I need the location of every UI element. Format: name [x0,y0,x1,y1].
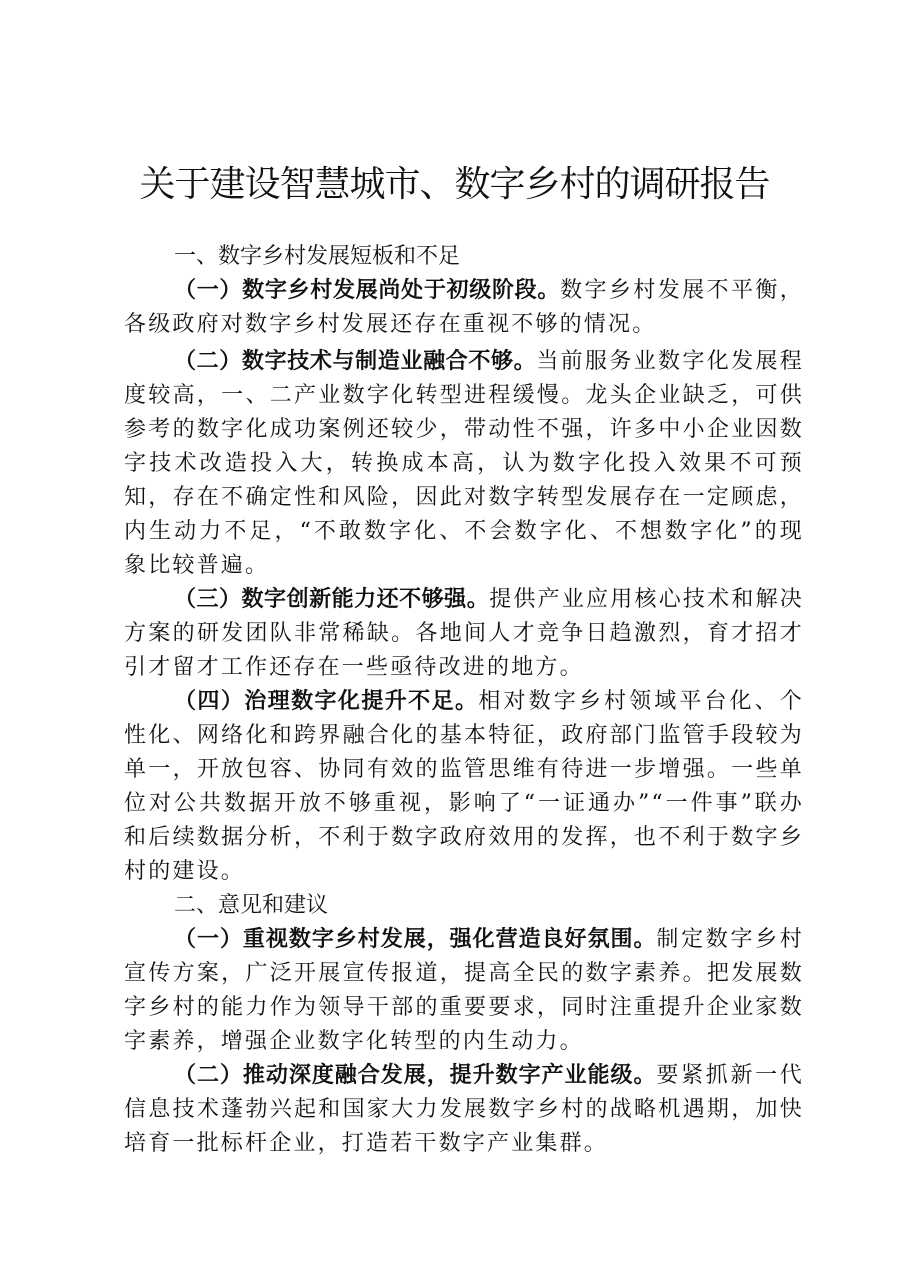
paragraph [124,1059,804,1161]
paragraph-text: 数字乡村发展不平衡，各级政府对数字乡村发展还存在重视不够的情况。 [124,278,804,337]
paragraph-lead: （二）推动深度融合发展，提升数字产业能级。 [174,1063,657,1088]
paragraph [124,345,804,583]
paragraph [124,274,804,342]
paragraph-text: 相对数字乡村领域平台化、个性化、网络化和跨界融合化的基本特征，政府部门监管手段较为单一，开放包容、协同有效的监管思维有待进一步增强。一些单位对公共数据开放不够重视，影响了“一证通办”“一件事”联办和后续数据分析，不利于数字政府效用的发挥，也不利于数字乡村的建设。 [124,689,804,884]
paragraph-text: 制定数字乡村宣传方案，广泛开展宣传报道，提高全民的数字素养。把发展数字乡村的能力作为领导干部的重要要求，同时注重提升企业家数字素养，增强企业数字化转型的内生动力。 [124,927,804,1054]
section-heading-1: 一、数字乡村发展短板和不足 [174,244,461,269]
paragraph [124,685,804,889]
paragraph-lead: （一）数字乡村发展尚处于初级阶段。 [174,278,561,303]
paragraph-lead: （三）数字创新能力还不够强。 [174,587,490,612]
section-heading-2: 二、意见和建议 [174,893,329,918]
paragraph-text: 要紧抓新一代信息技术蓬勃兴起和国家大力发展数字乡村的战略机遇期，加快培育一批标杆企业，打造若干数字产业集群。 [124,1063,804,1156]
paragraph-lead: （二）数字技术与制造业融合不够。 [174,349,537,374]
paragraph-text: 当前服务业数字化发展程度较高，一、二产业数字化转型进程缓慢。龙头企业缺乏，可供参考的数字化成功案例还较少，带动性不强，许多中小企业因数字技术改造投入大，转换成本高，认为数字化投入效果不可预知，存在不确定性和风险，因此对数字转型发展存在一定顾虑，内生动力不足，“不敢数字化、不会数字化、不想数字化”的现象比较普遍。 [124,349,804,578]
paragraph [124,583,804,685]
page-title: 关于建设智慧城市、数字乡村的调研报告 [139,164,770,205]
paragraph [124,923,804,1059]
paragraph-lead: （一）重视数字乡村发展，强化营造良好氛围。 [174,927,657,952]
paragraph-lead: （四）治理数字化提升不足。 [174,689,479,714]
paragraph-text: 提供产业应用核心技术和解决方案的研发团队非常稀缺。各地间人才竞争日趋激烈，育才招才引才留才工作还存在一些亟待改进的地方。 [124,587,804,680]
document-body [124,240,804,1161]
